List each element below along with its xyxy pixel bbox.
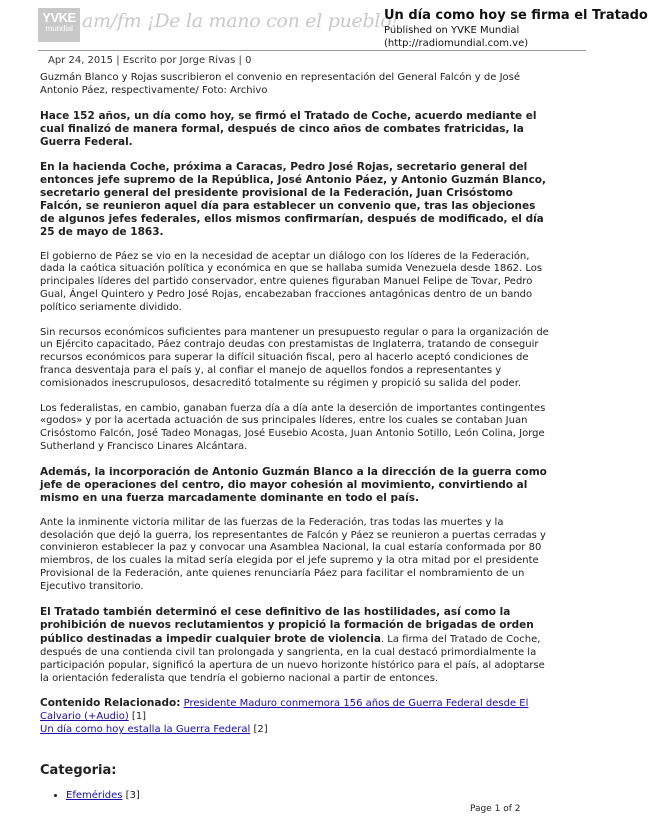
paragraph — [40, 606, 550, 686]
category-ref: [3] — [125, 789, 140, 801]
article-body — [40, 72, 550, 802]
related-link[interactable]: Presidente Maduro conmemora 156 años de Guerra Federal desde El Calvario (+Audio) — [40, 698, 529, 723]
paragraph: Los federalistas, en cambio, ganaban fuerza día a día ante la deserción de importantes contingentes «godos» y por la acertada actuación de sus principales líderes, entre los cuales se contaban Juan Crisóstomo Falcón, José Tadeo Monagas, José Eusebio Acosta, Juan Antonio Sotillo, León Colina, Jorge Sutherland y Francisco Linares Alcántara. — [40, 402, 546, 452]
paragraph: Además, la incorporación de Antonio Guzmán Blanco a la dirección de la guerra como jefe de operaciones del centro, dio mayor cohesión al movimiento, convirtiendo al mismo en una fuerza marcadamente dominante en todo el país. — [40, 465, 547, 504]
logo-mark — [38, 8, 80, 42]
published-on: Published on YVKE Mundial — [384, 25, 520, 36]
article-meta — [48, 55, 251, 66]
photo-caption: Guzmán Blanco y Rojas suscribieron el convenio en representación del General Falcón y de José Antonio Páez, respectivamente/ Foto: Archivo — [40, 72, 521, 96]
page-header — [0, 0, 648, 50]
publication-info — [384, 8, 648, 50]
category-link[interactable]: Efemérides — [66, 789, 123, 801]
related-link[interactable]: Un día como hoy estalla la Guerra Federal — [40, 723, 251, 735]
meta-separator: | — [238, 55, 246, 66]
logo-top-text: YVKE — [42, 10, 76, 25]
header-divider — [38, 50, 586, 51]
logo-bottom-text: mundial — [45, 24, 73, 33]
article-author: Escrito por Jorge Rivas — [122, 55, 236, 66]
related-ref: [2] — [253, 723, 268, 735]
paragraph: El gobierno de Páez se vio en la necesidad de aceptar un diálogo con los líderes de la Federación, dada la caótica situación política y económica en que se hallaba sumida Venezuela desde 1862. Los principales líderes del partido conservador, entre quienes figuraban Manuel Felipe de Tovar, Pedro Gual, Ángel Quintero y Pedro José Rojas, encabezaban fracciones antagónicas dentro de un bando político seriamente dividido. — [40, 250, 543, 313]
paragraph-bold-lead: El Tratado también determinó el cese definitivo de las hostilidades, así como la prohibición de nuevos reclutamientos y propició la formación de brigadas de orden público destinadas a impedir cualquier brote de violencia — [40, 605, 534, 646]
related-content — [40, 697, 550, 736]
article-title: Un día como hoy se firma el Tratado — [384, 8, 648, 23]
list-item — [66, 790, 550, 803]
category-list — [40, 790, 550, 803]
meta-separator: | — [116, 55, 123, 66]
category-title: Categoria: — [40, 762, 117, 778]
paragraph: Ante la inminente victoria militar de las fuerzas de la Federación, tras todas las muertes y la desolación que dejó la guerra, los representantes de Falcón y Páez se reunieron a puertas cerradas y convinieron establecer la paz y convocar una Asamblea Nacional, la cual estaría conformada por 80 miembros, de los cuales la mitad sería elegida por el jefe supremo y la otra mitad por el presidente Provisional de la Federación, ante quienes renunciaría Páez para facilitar el nombramiento de un Ejecutivo transitorio. — [40, 516, 546, 592]
logo-slogan: am/fm ¡De la mano con el pueblo! — [82, 10, 399, 32]
related-ref: [1] — [131, 711, 147, 723]
paragraph: Sin recursos económicos suficientes para mantener un presupuesto regular o para la organización de un Ejército capacitado, Páez contrajo deudas con prestamistas de Inglaterra, tratando de conseguir recursos económicos para superar la difícil situación fiscal, pero al hacerlo aceptó condiciones de franca desventaja para el país y, al confiar el manejo de aquellos fondos a representantes y comisionados inescrupulosos, desacreditó totalmente su régimen y propició su salida del poder. — [40, 326, 549, 389]
paragraph-rest: . La firma del Tratado de Coche, después de una contienda civil tan prolongada y sangrienta, en la cual destacó primordialmente la participación popular, significó la apertura de un nuevo horizonte histórico para el país, al adoptarse la orientación federalista que tendría el gobierno nacional a partir de entonces. — [40, 634, 545, 684]
site-logo — [38, 8, 399, 42]
article-date: Apr 24, 2015 — [48, 55, 114, 66]
page-number: Page 1 of 2 — [470, 804, 521, 814]
comment-count: 0 — [245, 55, 252, 66]
paragraph: Hace 152 años, un día como hoy, se firmó el Tratado de Coche, acuerdo mediante el cual finalizó de manera formal, después de cinco años de combates fratricidas, la Guerra Federal. — [40, 109, 537, 148]
related-label: Contenido Relacionado: — [40, 697, 181, 710]
paragraph: En la hacienda Coche, próxima a Caracas, Pedro José Rojas, secretario general del entonces jefe supremo de la República, José Antonio Páez, y Antonio Guzmán Blanco, secretario general del presidente provisional de la Federación, Juan Crisóstomo Falcón, se reunieron aquel día para establecer un convenio que, tras las objeciones de algunos jefes federales, ellos mismos confirmarían, después de modificado, el día 25 de mayo de 1863. — [40, 160, 546, 238]
source-url: (http://radiomundial.com.ve) — [384, 38, 529, 49]
